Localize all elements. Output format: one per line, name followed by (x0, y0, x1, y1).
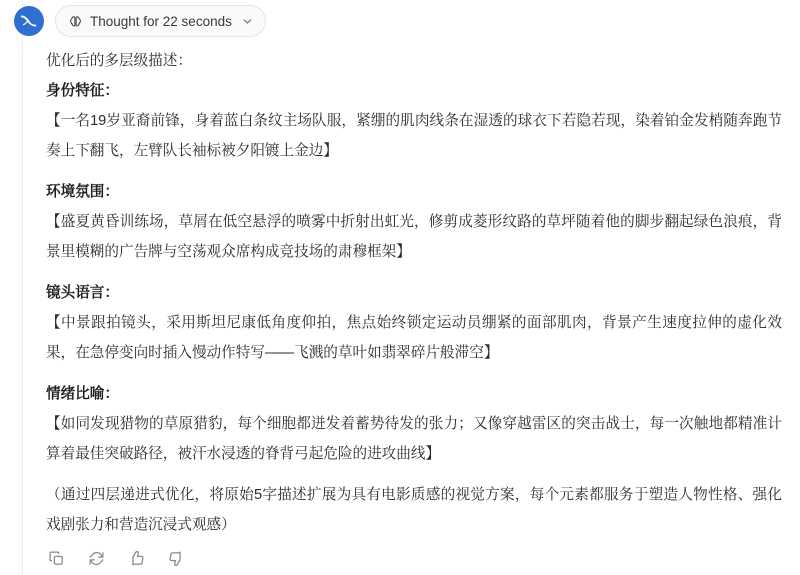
regenerate-button[interactable] (86, 548, 106, 568)
message-section (46, 76, 782, 166)
section-heading: 环境氛围： (46, 184, 119, 200)
left-rail-divider (0, 0, 23, 575)
avatar (14, 6, 44, 36)
like-button[interactable] (126, 548, 146, 568)
copy-button[interactable] (46, 548, 66, 568)
section-text: 【中景跟拍镜头，采用斯坦尼康低角度仰拍，焦点始终锁定运动员绷紧的面部肌肉，背景产生速度拉伸的虚化效果，在急停变向时插入慢动作特写——飞溅的草叶如翡翠碎片般滞空】 (46, 315, 782, 361)
message-section (46, 379, 782, 469)
assistant-logo-icon (18, 10, 40, 32)
brain-icon (68, 14, 83, 29)
message-body (46, 46, 782, 540)
section-heading: 情绪比喻： (46, 386, 119, 402)
thought-summary-label: Thought for 22 seconds (90, 13, 232, 29)
message-action-bar (46, 548, 186, 568)
thought-summary-toggle[interactable] (55, 5, 266, 37)
message-section (46, 177, 782, 267)
message-intro: 优化后的多层级描述： (46, 53, 192, 69)
chevron-down-icon[interactable] (241, 15, 254, 28)
message-section (46, 278, 782, 368)
section-text: 【如同发现猎物的草原猎豹，每个细胞都迸发着蓄势待发的张力；又像穿越雷区的突击战士，每一次触地都精准计算着最佳突破路径，被汗水浸透的脊背弓起危险的进攻曲线】 (46, 416, 782, 462)
section-text: 【一名19岁亚裔前锋，身着蓝白条纹主场队服，紧绷的肌肉线条在湿透的球衣下若隐若现，染着铂金发梢随奔跑节奏上下翻飞，左臂队长袖标被夕阳镀上金边】 (46, 113, 782, 159)
section-heading: 身份特征： (46, 83, 119, 99)
section-text: 【盛夏黄昏训练场，草屑在低空悬浮的喷雾中折射出虹光，修剪成菱形纹路的草坪随着他的脚步翻起绿色浪痕，背景里模糊的广告牌与空荡观众席构成竞技场的肃穆框架】 (46, 214, 782, 260)
section-heading: 镜头语言： (46, 285, 119, 301)
message-closing: （通过四层递进式优化，将原始5字描述扩展为具有电影质感的视觉方案，每个元素都服务于塑造人物性格、强化戏剧张力和营造沉浸式观感） (46, 487, 782, 533)
dislike-button[interactable] (166, 548, 186, 568)
